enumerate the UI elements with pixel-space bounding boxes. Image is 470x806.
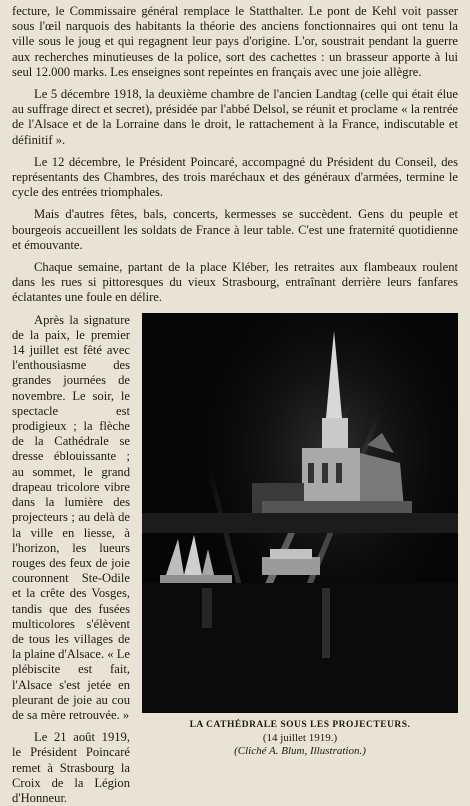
side-paragraph-2: Le 21 août 1919, le Président Poincaré remet à Strasbourg la Croix de la Légion d'Honneur.	[12, 730, 130, 805]
caption-credit: (Cliché A. Blum, Illustration.)	[234, 744, 366, 757]
side-column	[12, 313, 130, 806]
paragraph-1: fecture, le Commissaire général remplace le Statthalter. Le pont de Kehl voit passer sous l'œil narquois des habitants la théorie des anciens fonctionnaires qui ont tenu la ville sous le joug et qui regagnent leur pays d'origine. L'or, soustrait pendant la guerre aux recherches minutieuses de la police, sort des cachettes : un brasseur apporte à lui seul 12.000 marks. Les enseignes sont repeintes en français avec une joie allègre.	[12, 4, 458, 79]
figure	[142, 313, 458, 806]
side-paragraph-1: Après la signature de la paix, le premier 14 juillet est fêté avec l'enthousiasme des grandes journées de novembre. Le soir, le spectacle est prodigieux ; la flèche de la Cathédrale se dresse éblouissante ; au sommet, le grand drapeau tricolore vibre dans la lumière des projecteurs ; au delà de la ville en liesse, à l'horizon, les lueurs rouges des feux de joie couronnent Ste-Odile et la crête des Vosges, tandis que des fusées multicolores s'élèvent de tous les villages de la plaine d'Alsace. « Le plébiscite est fait, l'Alsace s'est jetée en pleurant de joie au cou de sa mère retrouvée. »	[12, 312, 131, 722]
caption-title: LA CATHÉDRALE SOUS LES PROJECTEURS.	[189, 719, 411, 730]
cathedral-illustration	[142, 313, 458, 713]
figure-section	[12, 313, 458, 806]
paragraph-4: Mais d'autres fêtes, bals, concerts, kermesses se succèdent. Gens du peuple et bourgeois accueillent les soldats de France à leur table. C'est une fraternité quotidienne et émouvante.	[12, 207, 458, 252]
paragraph-5: Chaque semaine, partant de la place Kléber, les retraites aux flambeaux roulent dans les rues si pittoresques du vieux Strasbourg, entraînant derrière leurs fanfares éclatantes une foule en délire.	[12, 260, 458, 305]
cathedral-photo	[142, 313, 458, 713]
figure-caption	[142, 719, 458, 758]
caption-date: (14 juillet 1919.)	[262, 731, 338, 744]
paragraph-2: Le 5 décembre 1918, la deuxième chambre de l'ancien Landtag (celle qui était élue au suffrage direct et secret), présidée par l'abbé Delsol, se réunit et proclame « la rentrée de l'Alsace et de la Lorraine dans le droit, le rattachement à la France, indiscutable et définitif ».	[12, 87, 458, 147]
paragraph-3: Le 12 décembre, le Président Poincaré, accompagné du Président du Conseil, des représentants des Chambres, des trois maréchaux et des généraux d'armées, termine le cycle des entrées triomphales.	[12, 154, 458, 200]
